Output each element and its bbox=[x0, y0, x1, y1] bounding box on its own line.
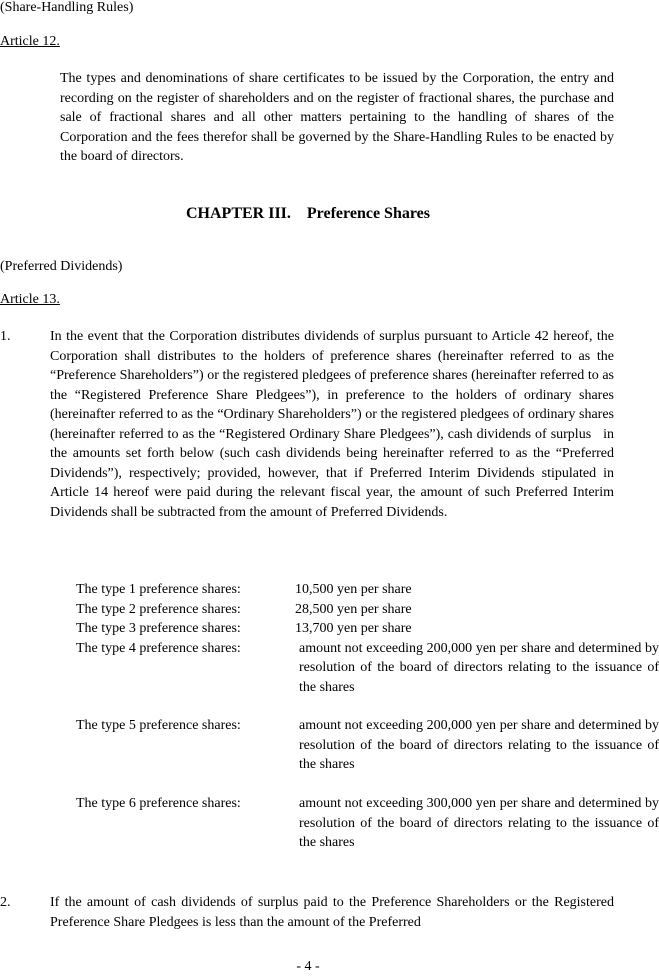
caption-share-handling-rules: (Share-Handling Rules) bbox=[0, 0, 134, 15]
chapter-heading bbox=[0, 204, 616, 224]
dividend-amount: amount not exceeding 200,000 yen per share and determined by resolution of the board of directors relating to the issuance of the shares bbox=[299, 718, 659, 772]
dividend-type-label: The type 5 preference shares: bbox=[76, 718, 241, 733]
dividend-amount: amount not exceeding 300,000 yen per share and determined by resolution of the board of directors relating to the issuance of the shares bbox=[299, 796, 659, 850]
dividend-type-label: The type 6 preference shares: bbox=[76, 796, 241, 811]
dividend-type-label: The type 3 preference shares: bbox=[76, 621, 241, 636]
dividend-type-label: The type 1 preference shares: bbox=[76, 582, 241, 597]
chapter-title: Preference Shares bbox=[306, 205, 430, 222]
dividend-type-label: The type 2 preference shares: bbox=[76, 601, 241, 617]
item-1-text: In the event that the Corporation distributes dividends of surplus pursuant to Article 42 hereof, the Corporation shall distributes to the holders of preference shares (hereinafter referred to as the “Preference Shareholders”) or the registered pledgees of preference shares (hereinafter referred to as the “Registered Preference Share Pledgees”), in preference to the holders of ordinary shares (hereinafter referred to as the “Ordinary Shareholders”) or the registered pledgees of ordinary shares (hereinafter referred to as the “Registered Ordinary Share Pledgees”), cash dividends of surplus in the amounts set forth below (such cash dividends being hereinafter referred to as the “Preferred Dividends”), respectively; provided, however, that if Preferred Interim Dividends stipulated in Article 14 hereof were paid during the relevant fiscal year, the amount of such Preferred Interim Dividends shall be subtracted from the amount of Preferred Dividends. bbox=[50, 329, 614, 520]
dividend-amount: amount not exceeding 200,000 yen per share and determined by resolution of the board of directors relating to the issuance of the shares bbox=[299, 640, 659, 695]
chapter-number: CHAPTER III. bbox=[186, 205, 291, 222]
item-2-text: If the amount of cash dividends of surplus paid to the Preference Shareholders or the Registered Preference Share Pledgees is less than the amount of the Preferred bbox=[50, 895, 614, 930]
item-1-number: 1. bbox=[0, 329, 11, 344]
article-12-text: The types and denominations of share certificates to be issued by the Corporation, the entry and recording on the register of shareholders and on the register of fractional shares, the purchase and sale of fractional shares and all other matters pertaining to the handling of shares of the Corporation and the fees therefor shall be governed by the Share-Handling Rules to be enacted by the board of directors. bbox=[60, 71, 614, 164]
caption-preferred-dividends: (Preferred Dividends) bbox=[0, 259, 123, 274]
page-number: - 4 - bbox=[296, 959, 320, 974]
article-12-heading: Article 12. bbox=[0, 34, 60, 49]
dividend-type-label: The type 4 preference shares: bbox=[76, 640, 241, 656]
article-13-heading: Article 13. bbox=[0, 292, 60, 307]
dividend-amount: 13,700 yen per share bbox=[295, 621, 412, 636]
dividend-amount: 28,500 yen per share bbox=[295, 601, 412, 617]
item-2-number: 2. bbox=[0, 895, 11, 910]
dividend-amount: 10,500 yen per share bbox=[295, 582, 412, 597]
